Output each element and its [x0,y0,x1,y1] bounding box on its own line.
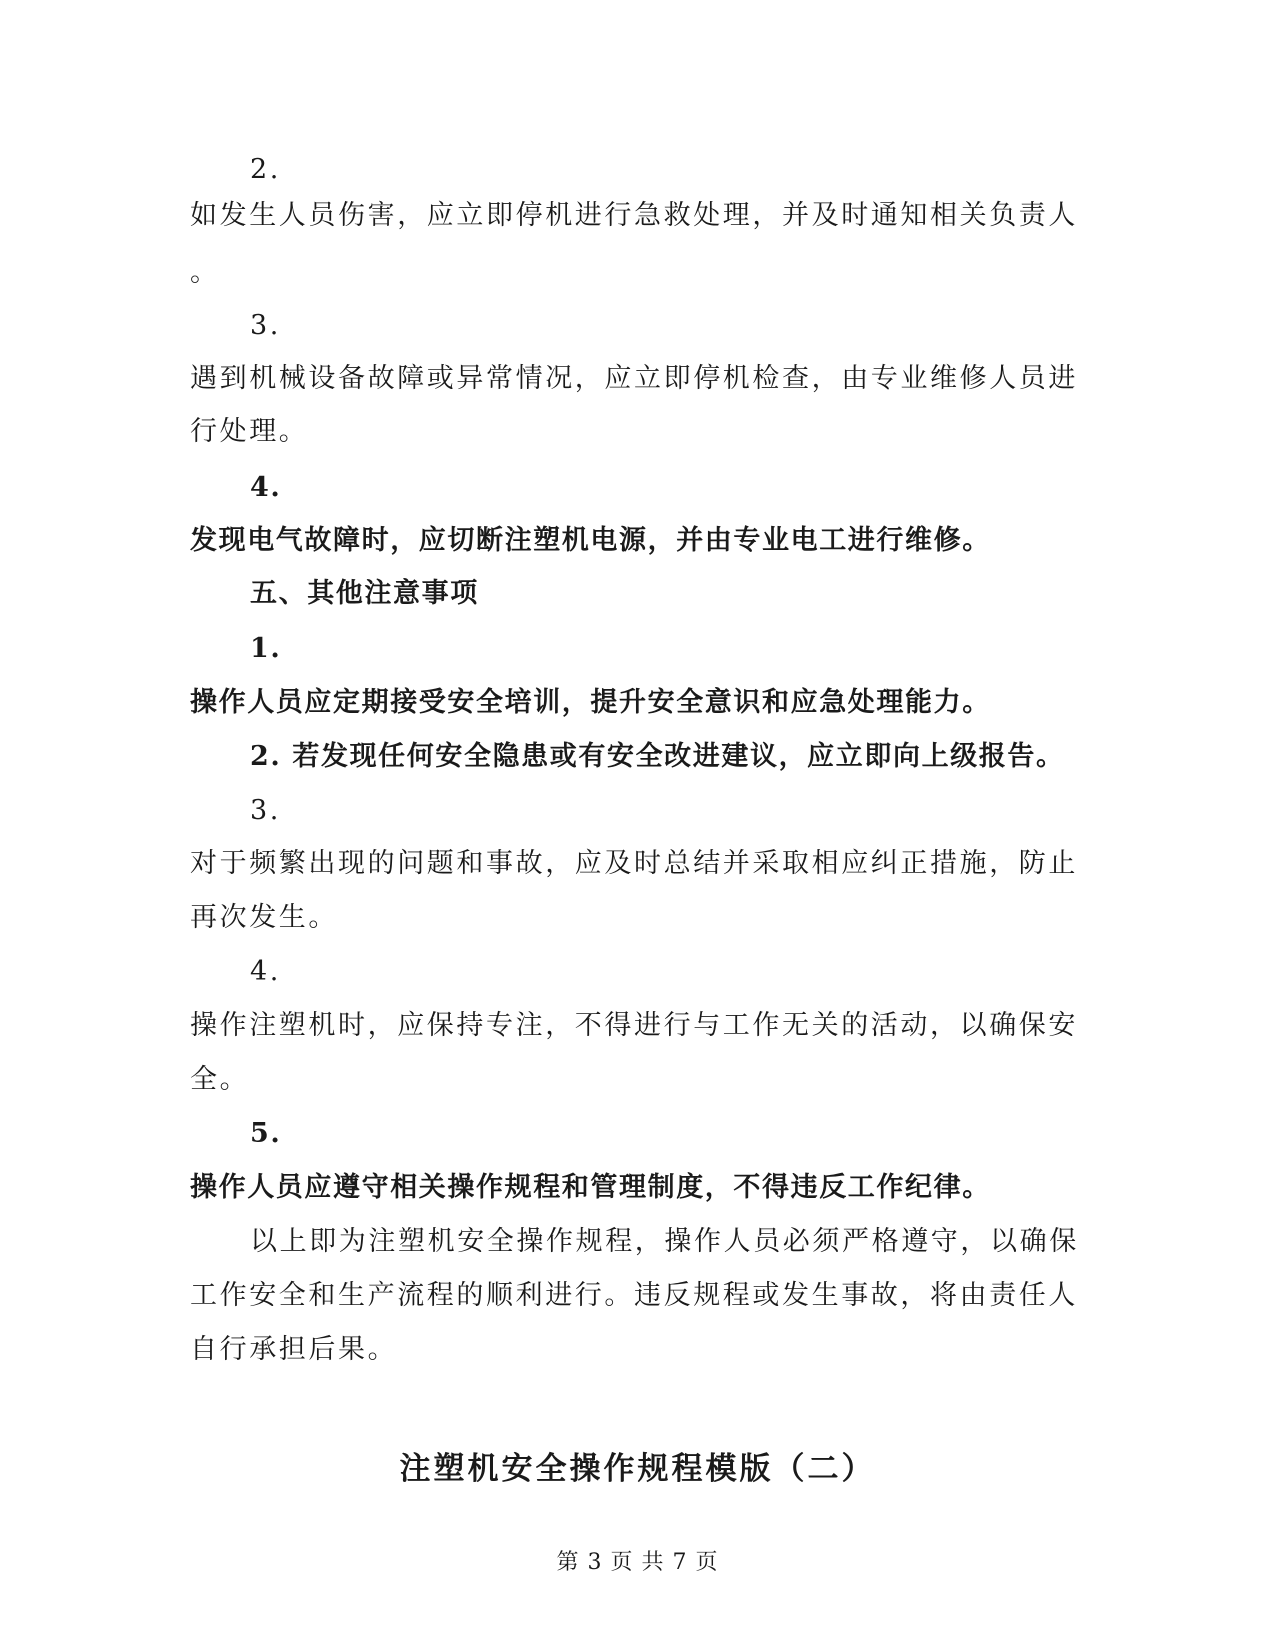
paragraph-line: 工作安全和生产流程的顺利进行。违反规程或发生事故，将由责任人 [190,1280,1078,1311]
item-number: 3. [250,310,281,341]
paragraph-line: 以上即为注塑机安全操作规程，操作人员必须严格遵守，以确保 [250,1226,1079,1257]
item-number: 3. [250,795,281,826]
paragraph-line: 行处理。 [190,416,309,447]
item-number: 2. [250,154,281,185]
page-footer: 第 3 页 共 7 页 [556,1550,719,1575]
paragraph-line: 2. 若发现任何安全隐患或有安全改进建议，应立即向上级报告。 [250,741,1065,772]
paragraph-line: 对于频繁出现的问题和事故，应及时总结并采取相应纠正措施，防止 [190,848,1078,879]
paragraph-line: 再次发生。 [190,902,338,933]
paragraph-line: 遇到机械设备故障或异常情况，应立即停机检查，由专业维修人员进 [190,363,1078,394]
item-number: 4. [250,956,281,987]
paragraph-line: 全。 [190,1064,250,1095]
paragraph-line: 操作注塑机时，应保持专注，不得进行与工作无关的活动，以确保安 [190,1010,1078,1041]
item-number: 1. [250,633,282,664]
section-title: 注塑机安全操作规程模版（二） [399,1451,876,1487]
paragraph-line: 发现电气故障时，应切断注塑机电源，并由专业电工进行维修。 [190,525,991,556]
paragraph-line: 如发生人员伤害，应立即停机进行急救处理，并及时通知相关负责人 [190,200,1078,231]
paragraph-line: 操作人员应遵守相关操作规程和管理制度，不得违反工作纪律。 [190,1172,991,1203]
paragraph-line: 操作人员应定期接受安全培训，提升安全意识和应急处理能力。 [190,687,991,718]
section-heading: 五、其他注意事项 [250,578,479,609]
paragraph-line: 。 [190,257,220,288]
item-number: 5. [250,1118,282,1149]
item-number: 4. [250,472,282,503]
paragraph-line: 自行承担后果。 [190,1334,398,1365]
